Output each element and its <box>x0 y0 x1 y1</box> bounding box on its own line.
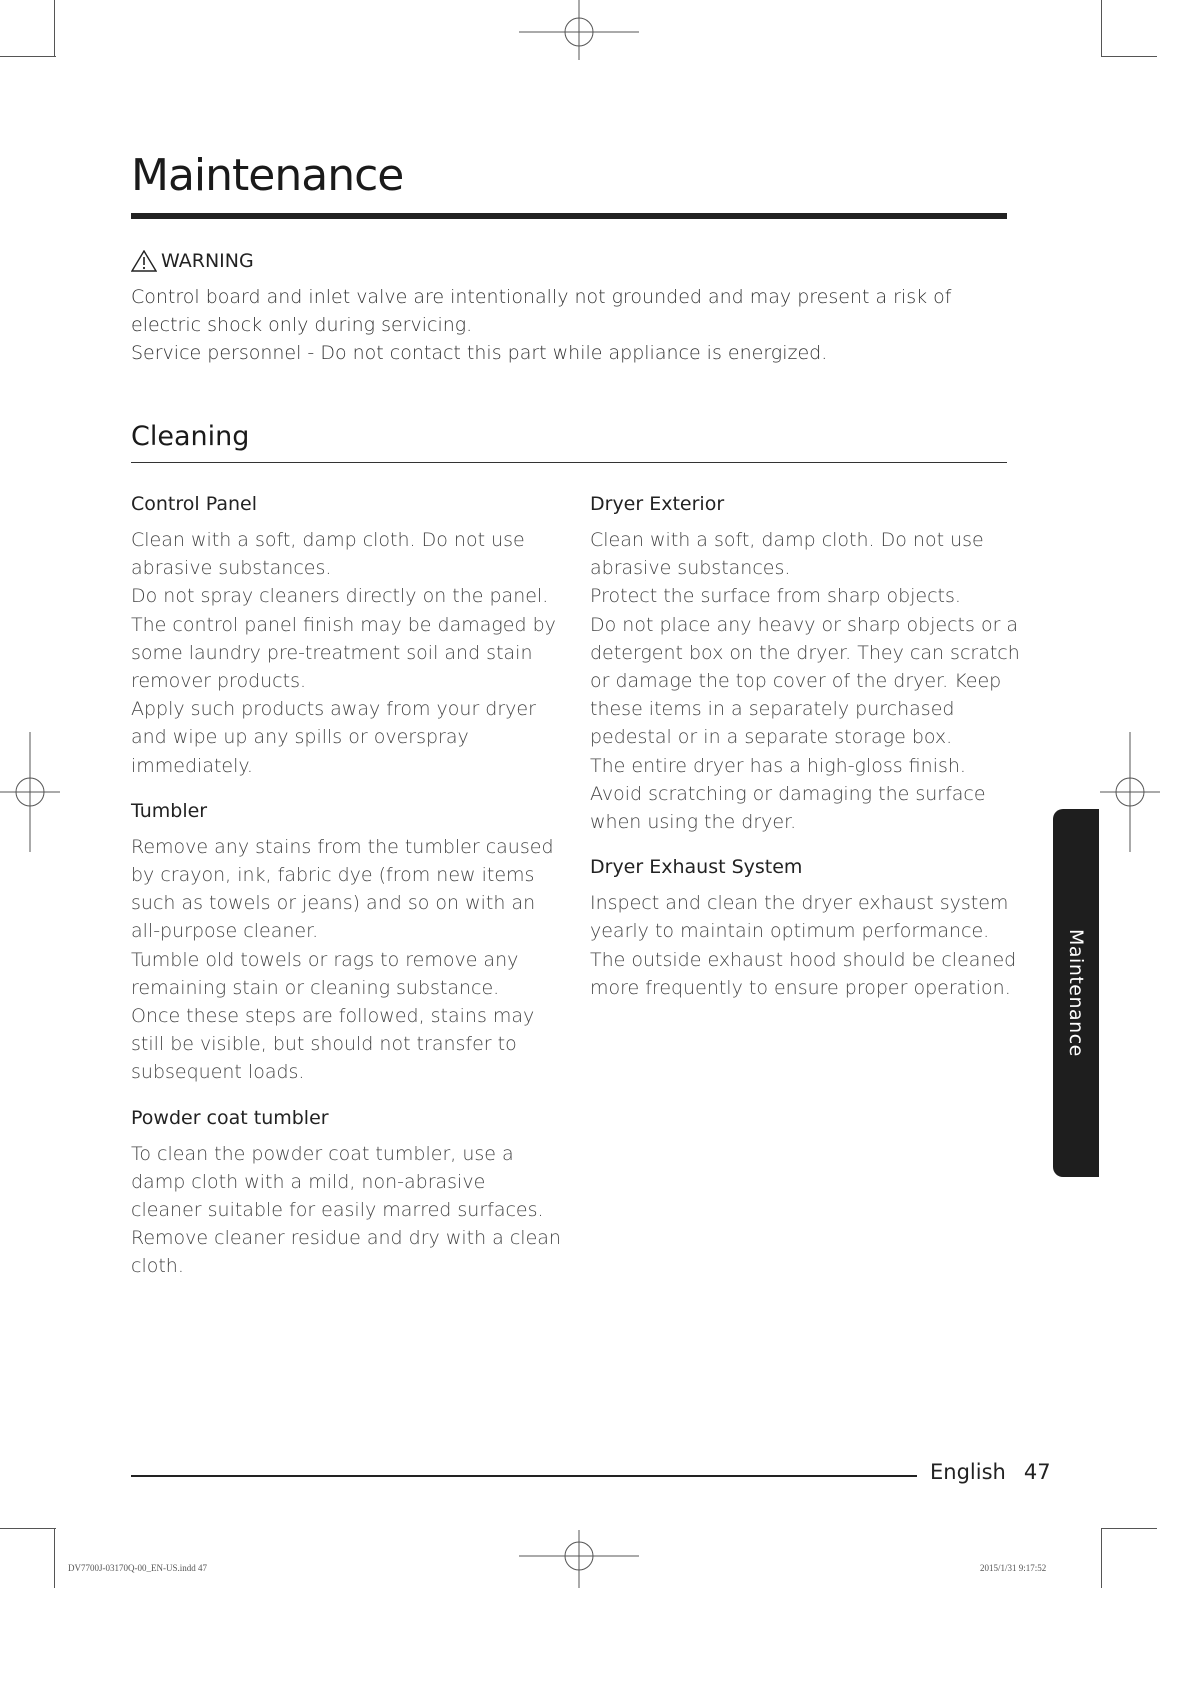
registration-mark-top <box>519 0 639 60</box>
paragraph: The entire dryer has a high-gloss finish. Avoid scratching or damaging the surface when using the dryer. <box>590 754 986 834</box>
control-panel-block <box>131 491 561 780</box>
warning-line: Service personnel - Do not contact this part while appliance is energized. <box>131 342 828 364</box>
footer-language: English <box>930 1460 1006 1484</box>
paragraph: Clean with a soft, damp cloth. Do not use abrasive substances. <box>590 529 984 580</box>
registration-mark-right <box>1100 732 1160 852</box>
registration-mark-bottom <box>519 1530 639 1590</box>
warning-text <box>131 283 991 367</box>
print-file-info: DV7700J-03170Q-00_EN-US.indd 47 <box>68 1563 207 1573</box>
footer <box>930 1460 1051 1484</box>
warning-label: WARNING <box>161 250 254 272</box>
paragraph: Clean with a soft, damp cloth. Do not use abrasive substances. <box>131 529 525 580</box>
paragraph: The outside exhaust hood should be cleaned more frequently to ensure proper operation. <box>590 948 1017 999</box>
side-chapter-tab <box>1053 809 1099 1177</box>
powder-coat-block <box>131 1105 561 1281</box>
paragraph: Protect the surface from sharp objects. <box>590 585 961 608</box>
subsection-heading: Dryer Exterior <box>590 493 725 515</box>
subsection-heading: Dryer Exhaust System <box>590 856 803 879</box>
paragraph: Inspect and clean the dryer exhaust system yearly to maintain optimum performance. <box>590 892 1009 943</box>
dryer-exhaust-block <box>590 854 1020 1002</box>
registration-mark-left <box>0 732 60 852</box>
paragraph: Once these steps are followed, stains may still be visible, but should not transfer to subsequent loads. <box>131 1005 535 1084</box>
subsection-heading: Control Panel <box>131 493 257 515</box>
tumbler-block <box>131 798 561 1087</box>
paragraph: Tumble old towels or rags to remove any remaining stain or cleaning substance. <box>131 948 519 999</box>
warning-triangle-icon <box>131 250 157 272</box>
paragraph: Do not spray cleaners directly on the panel. The control panel finish may be damaged by some laundry pre-treatment soil and stain remover products. <box>131 585 556 693</box>
title-rule <box>131 213 1007 219</box>
dryer-exterior-block <box>590 491 1020 836</box>
paragraph: Remove any stains from the tumbler caused by crayon, ink, fabric dye (from new items such as towels or jeans) and so on with an all-purpose cleaner. <box>131 835 554 943</box>
print-timestamp: 2015/1/31 9:17:52 <box>980 1563 1047 1573</box>
warning-heading <box>131 250 254 272</box>
paragraph: Remove cleaner residue and dry with a clean cloth. <box>131 1227 561 1278</box>
right-column <box>590 491 1020 1020</box>
page-number: 47 <box>1023 1460 1051 1484</box>
side-tab-label: Maintenance <box>1065 929 1087 1057</box>
left-column <box>131 491 561 1299</box>
section-title: Cleaning <box>131 421 250 452</box>
footer-rule <box>131 1475 917 1477</box>
paragraph: To clean the powder coat tumbler, use a damp cloth with a mild, non-abrasive cleaner suitable for easily marred surfaces. <box>131 1142 544 1222</box>
subsection-heading: Powder coat tumbler <box>131 1106 329 1129</box>
paragraph: Apply such products away from your dryer and wipe up any spills or overspray immediately. <box>131 698 536 777</box>
page-title: Maintenance <box>131 150 404 201</box>
subsection-heading: Tumbler <box>131 799 208 822</box>
warning-line: Control board and inlet valve are intentionally not grounded and may present a risk of electric shock only during servicing. <box>131 286 952 336</box>
paragraph: Do not place any heavy or sharp objects or a detergent box on the dryer. They can scratch or damage the top cover of the dryer. Keep these items in a separately purchased pedestal or in a separate storage box. <box>590 613 1020 749</box>
section-rule <box>131 462 1007 463</box>
